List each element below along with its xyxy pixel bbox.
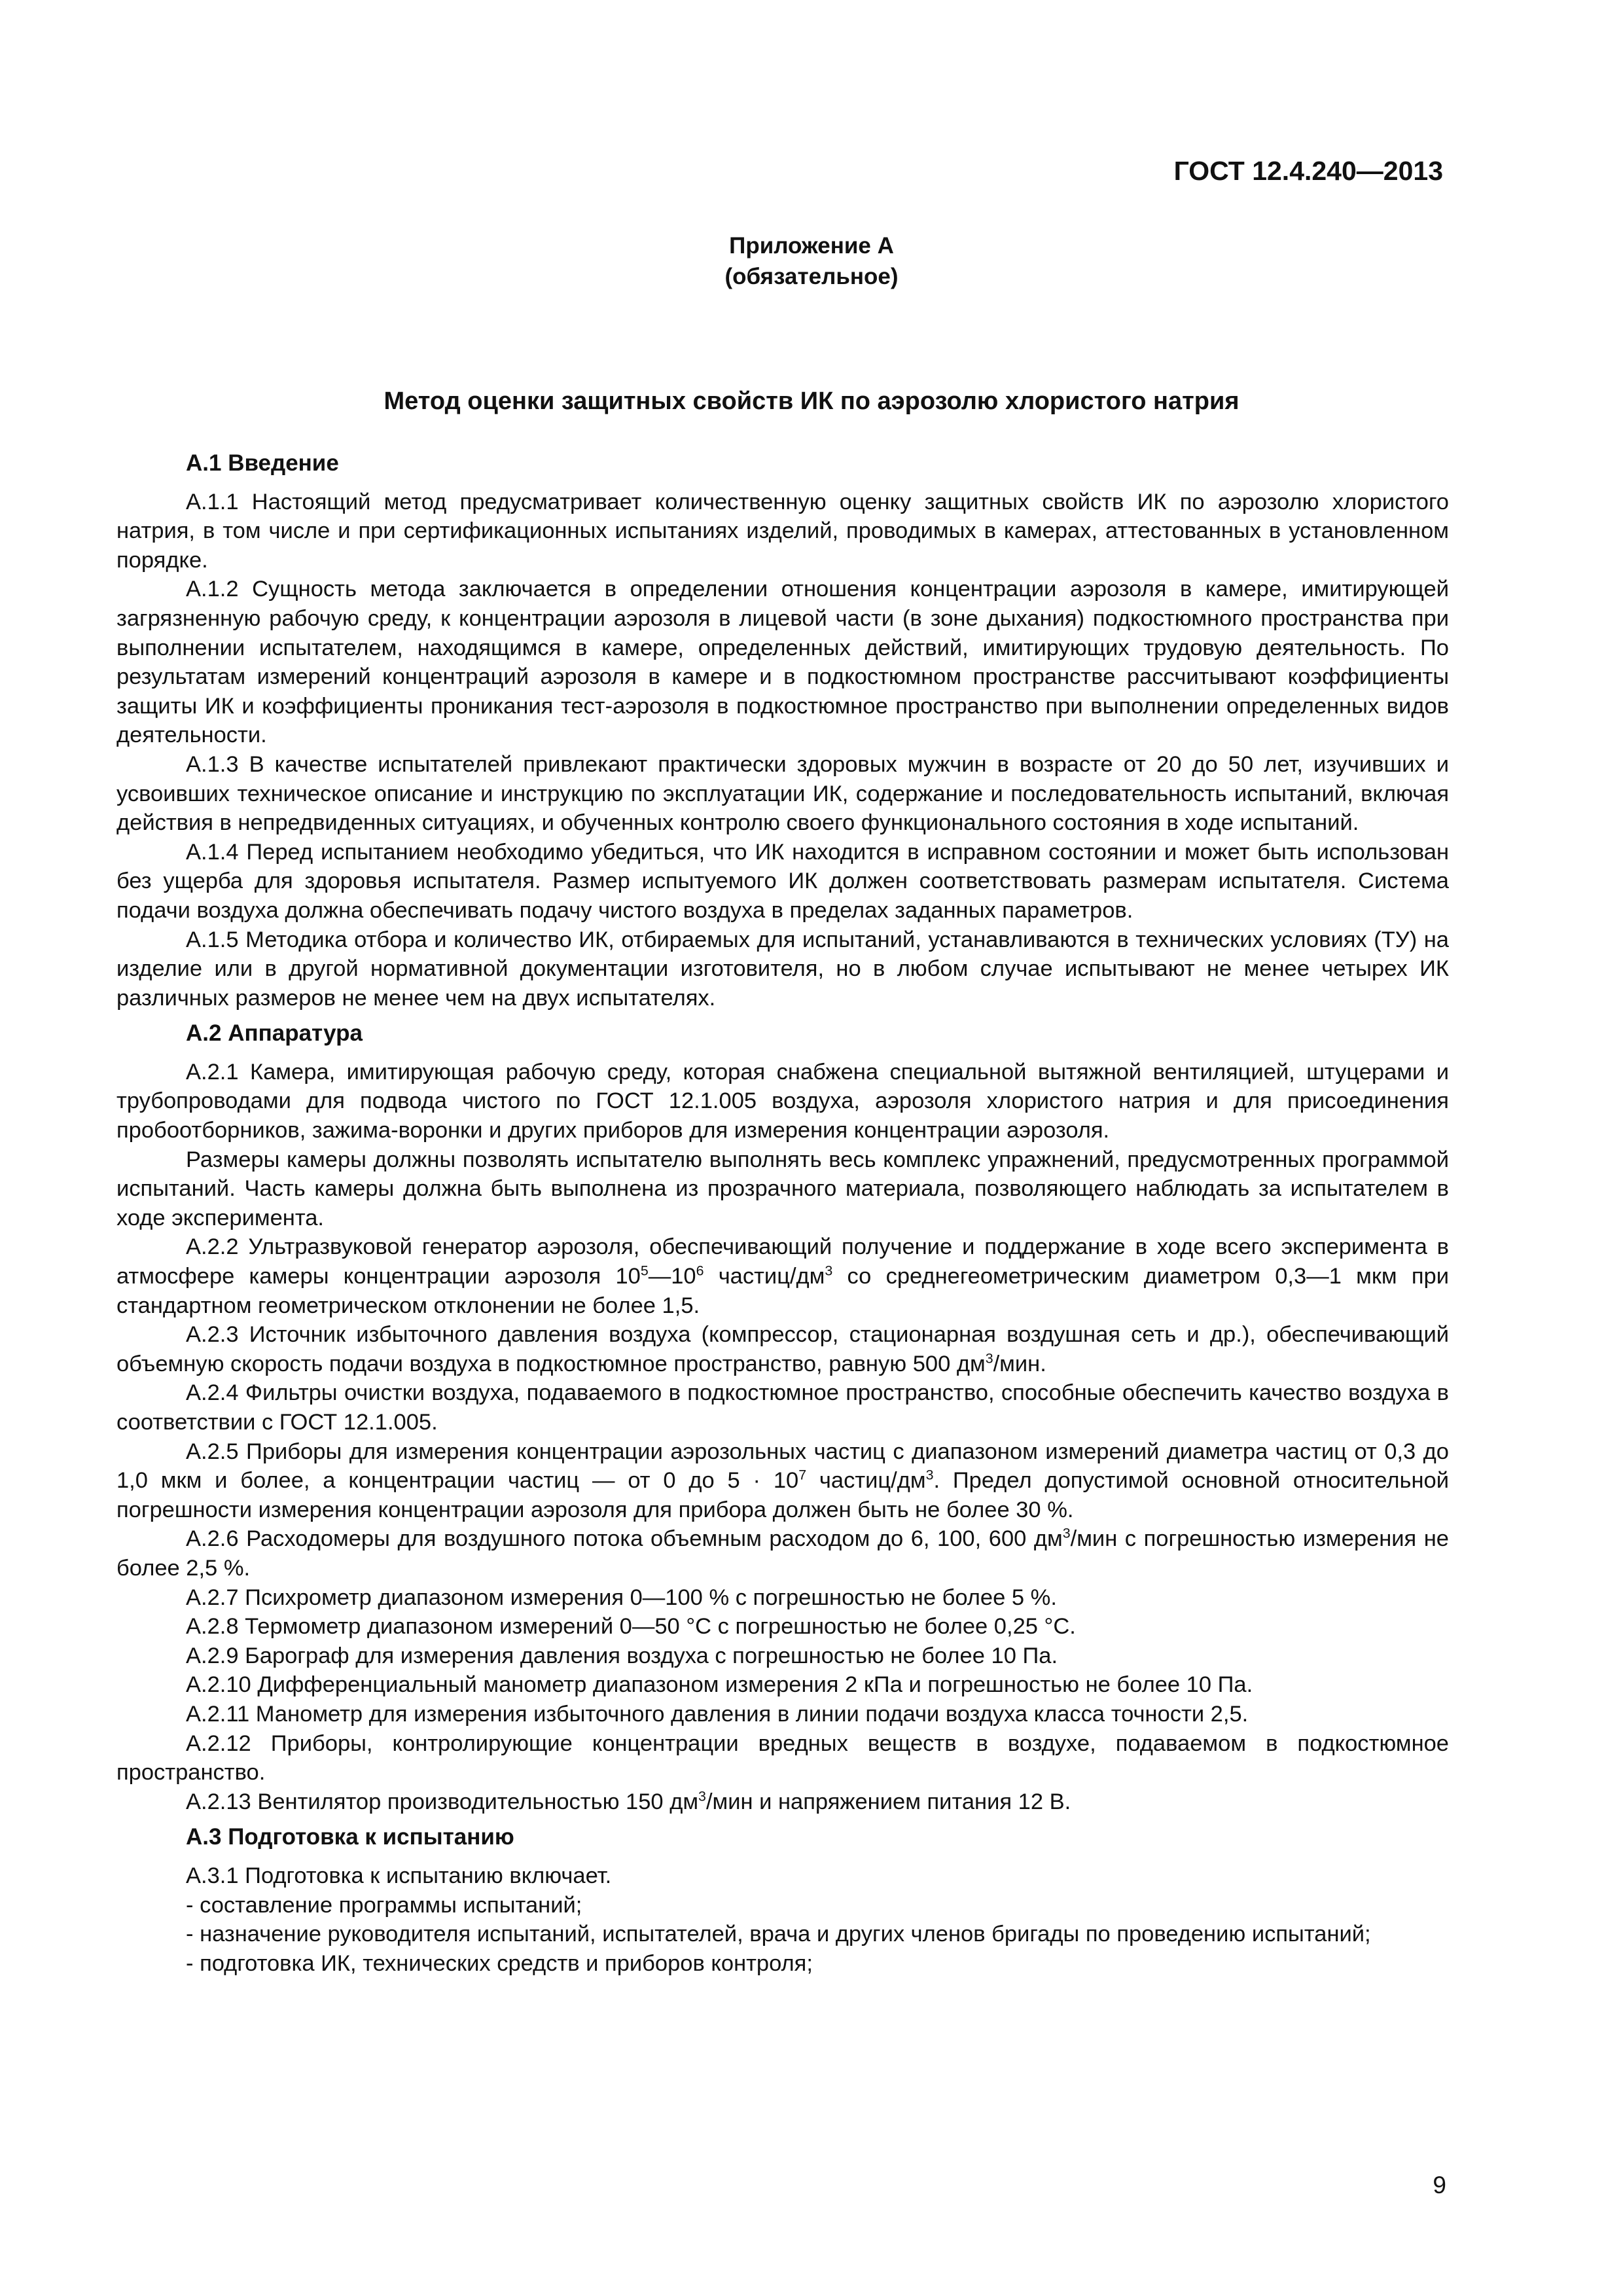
paragraph-a1-1: А.1.1 Настоящий метод предусматривает количественную оценку защитных свойств ИК по аэрозолю хлористого натрия, в том числе и при сертификационных испытаниях изделий, проводимых в камерах, аттестованных в установленном порядке. [116,489,1449,573]
paragraph-a2-1-camera-size: Размеры камеры должны позволять испытателю выполнять весь комплекс упражнений, предусмотренных программой испытаний. Часть камеры должна быть выполнена из прозрачного материала, позволяющего наблюдать за испытателем в ходе эксперимента. [116,1147,1449,1230]
paragraph-a2-1: А.2.1 Камера, имитирующая рабочую среду, которая снабжена специальной вытяжной вентиляцией, штуцерами и трубопроводами для подвода чистого по ГОСТ 12.1.005 воздуха, аэрозоля хлористого натрия и для присоединения пробоотборников, зажима-воронки и других приборов для измерения концентрации аэрозоля. [116,1059,1449,1143]
document-body [116,442,1449,1978]
paragraph-a2-2: А.2.2 Ультразвуковой генератор аэрозоля, обеспечивающий получение и поддержание в ходе всего эксперимента в атмосфере камеры концентрации аэрозоля $10^5—10^6$ частиц/$дм^3$ со среднегеометрическим диаметром 0,3—1 мкм при стандартном геометрическом отклонении не более 1,5. [116,1234,1450,1318]
list-item-team: - назначение руководителя испытаний, испытателей, врача и других членов бригады по проведению испытаний; [186,1922,1371,1947]
paragraph-a1-4: А.1.4 Перед испытанием необходимо убедиться, что ИК находится в исправном состоянии и может быть использован без ущерба для здоровья испытателя. Размер испытуемого ИК должен соответствовать размерам испытателя. Система подачи воздуха должна обеспечивать подачу чистого воздуха в пределах заданных параметров. [116,839,1449,923]
paragraph-a1-2: А.1.2 Сущность метода заключается в определении отношения концентрации аэрозоля в камере, имитирующей загрязненную рабочую среду, к концентрации аэрозоля в лицевой части (в зоне дыхания) подкостюмного пространства при выполнении испытателем, находящимся в камере, определенных действий, имитирующих трудовую деятельность. По результатам измерений концентраций аэрозоля в камере и в подкостюмном пространстве рассчитывают коэффициенты защиты ИК и коэффициенты проникания тест-аэрозоля в подкостюмное пространство при выполнении определенных видов деятельности. [116,577,1449,748]
paragraph-a3-1: А.3.1 Подготовка к испытанию включает. [186,1863,612,1888]
method-title: Метод оценки защитных свойств ИК по аэрозолю хлористого натрия [383,387,1240,415]
paragraph-a2-11: А.2.11 Манометр для измерения избыточного давления в линии подачи воздуха класса точности 2,5. [186,1701,1249,1727]
paragraph-a2-3: А.2.3 Источник избыточного давления воздуха (компрессор, стационарная воздушная сеть и др.), обеспечивающий объемную скорость подачи воздуха в подкостюмное пространство, равную 500 $дм^3$/мин. [116,1322,1449,1376]
section-heading-a3: А.3 Подготовка к испытанию [186,1824,514,1850]
paragraph-a1-3: А.1.3 В качестве испытателей привлекают практически здоровых мужчин в возрасте от 20 до 50 лет, изучивших и усвоивших техническое описание и инструкцию по эксплуатации ИК, содержание и последовательность испытаний, включая действия в непредвиденных ситуациях, и обученных контролю своего функционального состояния в ходе испытаний. [116,751,1449,836]
annex-status: (обязательное) [724,264,899,289]
annex-label: Приложение А [729,233,894,259]
paragraph-a2-8: А.2.8 Термометр диапазоном измерений 0—50 °С с погрешностью не более 0,25 °С. [186,1614,1076,1640]
paragraph-a2-13: А.2.13 Вентилятор производительностью 150 $дм^3$/мин и напряжением питания 12 В. [186,1788,1071,1814]
section-heading-a2: А.2 Аппаратура [186,1020,363,1047]
paragraph-a2-4: А.2.4 Фильтры очистки воздуха, подаваемого в подкостюмное пространство, способные обеспечить качество воздуха в соответствии с ГОСТ 12.1.005. [116,1380,1449,1435]
paragraph-a2-12: А.2.12 Приборы, контролирующие концентрации вредных веществ в воздухе, подаваемом в подкостюмное пространство. [116,1731,1449,1785]
document-number: ГОСТ 12.4.240—2013 [1173,156,1443,186]
list-item-program: - составление программы испытаний; [186,1892,582,1918]
paragraph-a1-5: А.1.5 Методика отбора и количество ИК, отбираемых для испытаний, устанавливаются в технических условиях (ТУ) на изделие или в другой нормативной документации изготовителя, но в любом случае испытывают не менее четырех ИК различных размеров не менее чем на двух испытателях. [116,927,1449,1011]
paragraph-a2-7: А.2.7 Психрометр диапазоном измерения 0—100 % с погрешностью не более 5 %. [186,1585,1057,1610]
list-item-equipment: - подготовка ИК, технических средств и приборов контроля; [186,1950,813,1976]
paragraph-a2-9: А.2.9 Барограф для измерения давления воздуха с погрешностью не более 10 Па. [186,1643,1058,1668]
paragraph-a2-6: А.2.6 Расходомеры для воздушного потока объемным расходом до 6, 100, 600 $дм^3$/мин с погрешностью измерения не более 2,5 %. [116,1525,1449,1581]
annex-title [0,230,1623,292]
paragraph-a2-5: А.2.5 Приборы для измерения концентрации аэрозольных частиц с диапазоном измерений диаметра частиц от 0,3 до 1,0 мкм и более, а концентрации частиц — от 0 до $5 \cdot 10^7$ частиц/$дм^3$. Предел допустимой основной относительной погрешности измерения концентрации аэрозоля для прибора должен быть не более 30 %. [116,1439,1449,1522]
section-heading-a1: А.1 Введение [186,450,339,476]
page-number: 9 [1433,2172,1446,2198]
paragraph-a2-10: А.2.10 Дифференциальный манометр диапазоном измерения 2 кПа и погрешностью не более 10 Па. [186,1672,1253,1698]
